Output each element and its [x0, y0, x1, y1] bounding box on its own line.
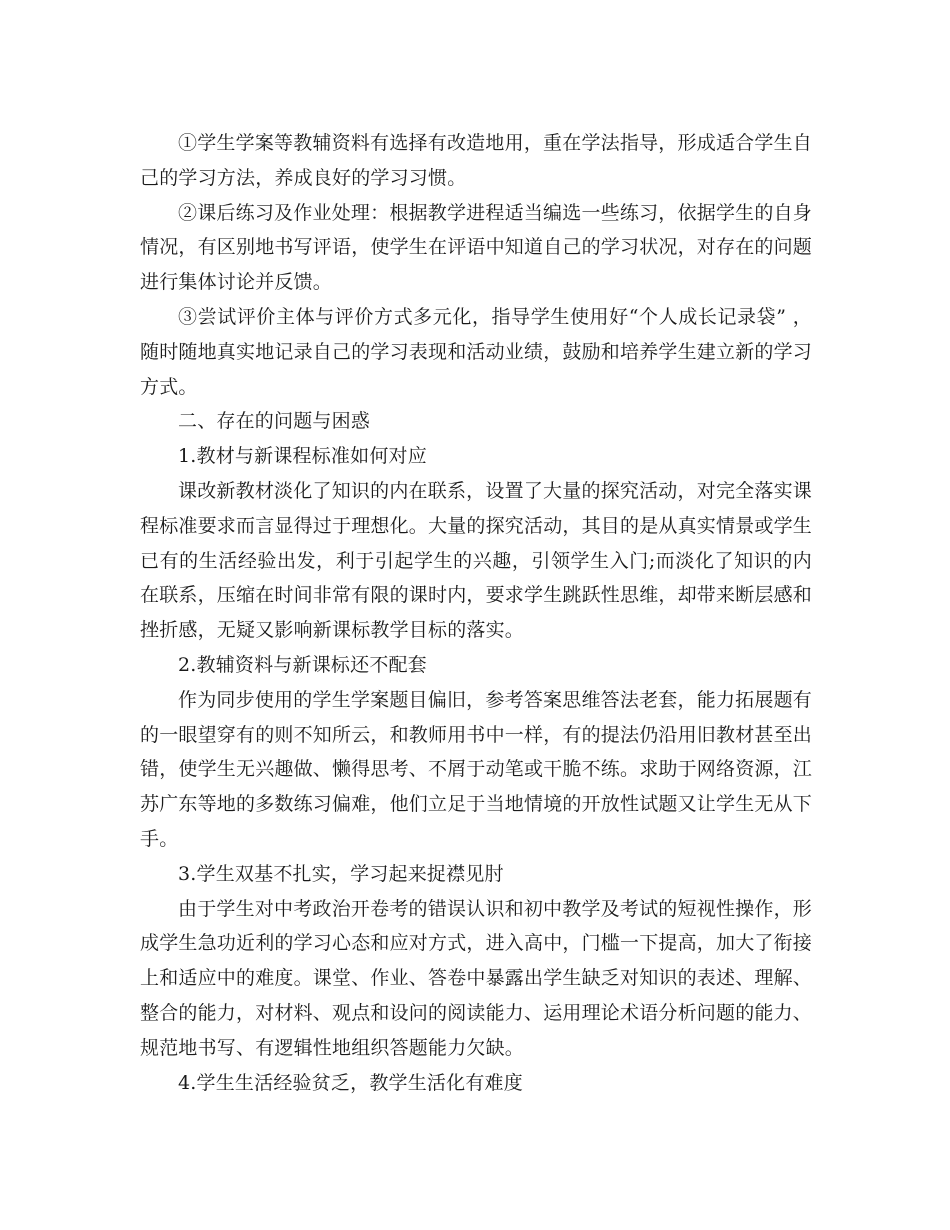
paragraph-1: ①学生学案等教辅资料有选择有改造地用，重在学法指导，形成适合学生自己的学习方法，养成良好的学习习惯。: [140, 132, 812, 189]
subheading-3: 3.学生双基不扎实，学习起来捉襟见肘: [178, 862, 504, 885]
paragraph-6: 由于学生对中考政治开卷考的错误认识和初中教学及考试的短视性操作，形成学生急功近利的学习心态和应对方式，进入高中，门槛一下提高，加大了衔接上和适应中的难度。课堂、作业、答卷中暴露出学生缺乏对知识的表述、理解、整合的能力，对材料、观点和设问的阅读能力、运用理论术语分析问题的能力、规范地书写、有逻辑性地组织答题能力欠缺。: [140, 897, 813, 1059]
subheading-1: 1.教材与新课程标准如何对应: [178, 445, 427, 468]
paragraph-2: ②课后练习及作业处理：根据教学进程适当编选一些练习，依据学生的自身情况，有区别地书写评语，使学生在评语中知道自己的学习状况，对存在的问题进行集体讨论并反馈。: [140, 201, 813, 294]
document-body: [140, 126, 812, 1100]
section-heading: 二、存在的问题与困惑: [178, 410, 371, 433]
paragraph-5: 作为同步使用的学生学案题目偏旧，参考答案思维答法老套，能力拓展题有的一眼望穿有的则不知所云，和教师用书中一样，有的提法仍沿用旧教材甚至出错，使学生无兴趣做、懒得思考、不屑于动笔或干脆不练。求助于网络资源，江苏广东等地的多数练习偏难，他们立足于当地情境的开放性试题又让学生无从下手。: [140, 688, 813, 850]
paragraph-3: ③尝试评价主体与评价方式多元化，指导学生使用好“个人成长记录袋” ，随时随地真实地记录自己的学习表现和活动业绩，鼓励和培养学生建立新的学习方式。: [140, 305, 813, 398]
subheading-4: 4.学生生活经验贫乏，教学生活化有难度: [178, 1071, 523, 1094]
paragraph-4: 课改新教材淡化了知识的内在联系，设置了大量的探究活动，对完全落实课程标准要求而言显得过于理想化。大量的探究活动，其目的是从真实情景或学生已有的生活经验出发，利于引起学生的兴趣，引领学生入门;而淡化了知识的内在联系，压缩在时间非常有限的课时内，要求学生跳跃性思维，却带来断层感和挫折感，无疑又影响新课标教学目标的落实。: [140, 479, 813, 642]
subheading-2: 2.教辅资料与新课标还不配套: [178, 653, 427, 676]
